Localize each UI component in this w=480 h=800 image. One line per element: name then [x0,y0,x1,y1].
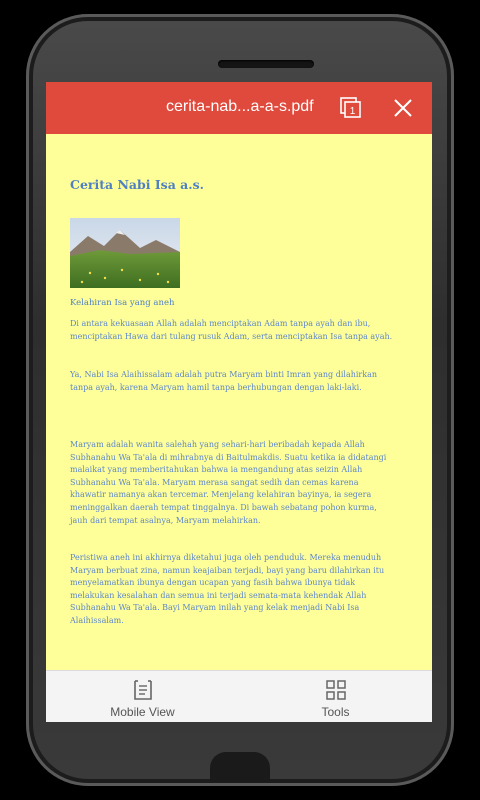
paragraph-line: malaikat yang memberitahukan bahwa ia mengandung atas seizin Allah [70,465,363,475]
document-title: cerita-nab...a-a-s.pdf [166,98,314,115]
paragraph-line: Maryam adalah wanita salehah yang sehari-hari beribadah kepada Allah [70,440,365,449]
paragraph-line: Alaihissalam. [70,615,124,625]
pdf-page[interactable] [46,134,432,670]
paragraph-line: jauh dari tempat asalnya, Maryam melahirkan. [70,515,261,525]
paragraph-line: tanpa ayah, karena Maryam hamil tanpa berhubungan dengan laki-laki. [70,382,362,392]
app-screen [46,82,432,722]
earpiece-speaker [218,60,314,68]
document-heading: Cerita Nabi Isa a.s. [70,177,205,192]
page-count-label: 1 [349,106,356,117]
mobile-view-label: Mobile View [110,705,175,719]
close-icon[interactable] [392,97,414,119]
paragraph-2 [70,369,408,394]
paragraph-line: Subhanahu Wa Ta'ala. Maryam merasa sangat sedih dan cemas karena [70,477,359,487]
bottom-toolbar [46,670,432,722]
grid-icon [325,679,347,701]
mobile-view-button[interactable] [46,671,239,722]
paragraph-line: khawatir namanya akan tercemar. Menjelang kelahiran bayinya, ia segera [70,490,372,500]
pdf-toolbar [46,82,432,134]
paragraph-line: Di antara kekuasaan Allah adalah menciptakan Adam tanpa ayah dan ibu, [70,319,371,328]
paragraph-1 [70,318,408,343]
page-count-icon[interactable] [340,97,362,119]
paragraph-line: Subhanahu Wa Ta'ala. Bayi Maryam inilah yang kelak menjadi Nabi Isa [70,603,360,613]
phone-bottom-edge [210,752,270,782]
paragraph-line: Peristiwa aneh ini akhirnya diketahui juga oleh penduduk. Mereka menuduh [70,553,382,562]
paragraph-line: menciptakan Hawa dari tulang rusuk Adam, serta menciptakan Isa tanpa ayah. [70,331,393,341]
paragraph-line: Maryam berbuat zina, namun keajaiban terjadi, bayi yang baru dilahirkan itu [70,565,385,575]
paragraph-4 [70,552,408,628]
paragraph-line: melakukan kesalahan dan semua ini terjadi semata-mata kehendak Allah [70,590,367,600]
section-subheading: Kelahiran Isa yang aneh [70,298,175,308]
paragraph-3 [70,439,408,527]
paragraph-line: meninggalkan daerah tempat tinggalnya. Di bawah sebatang pohon kurma, [70,502,377,512]
paragraph-line: Ya, Nabi Isa Alaihissalam adalah putra Maryam binti Imran yang dilahirkan [70,370,378,379]
paragraph-line: Subhanahu Wa Ta'ala di mihrabnya di Baitulmakdis. Suatu ketika ia didatangi [70,452,387,462]
tools-button[interactable] [239,671,432,722]
tools-label: Tools [321,705,350,719]
paragraph-line: menyelamatkan ibunya dengan ucapan yang fasih bahwa ibunya tidak [70,578,356,588]
mobile-view-icon [132,679,154,701]
landscape-photo [70,218,180,288]
